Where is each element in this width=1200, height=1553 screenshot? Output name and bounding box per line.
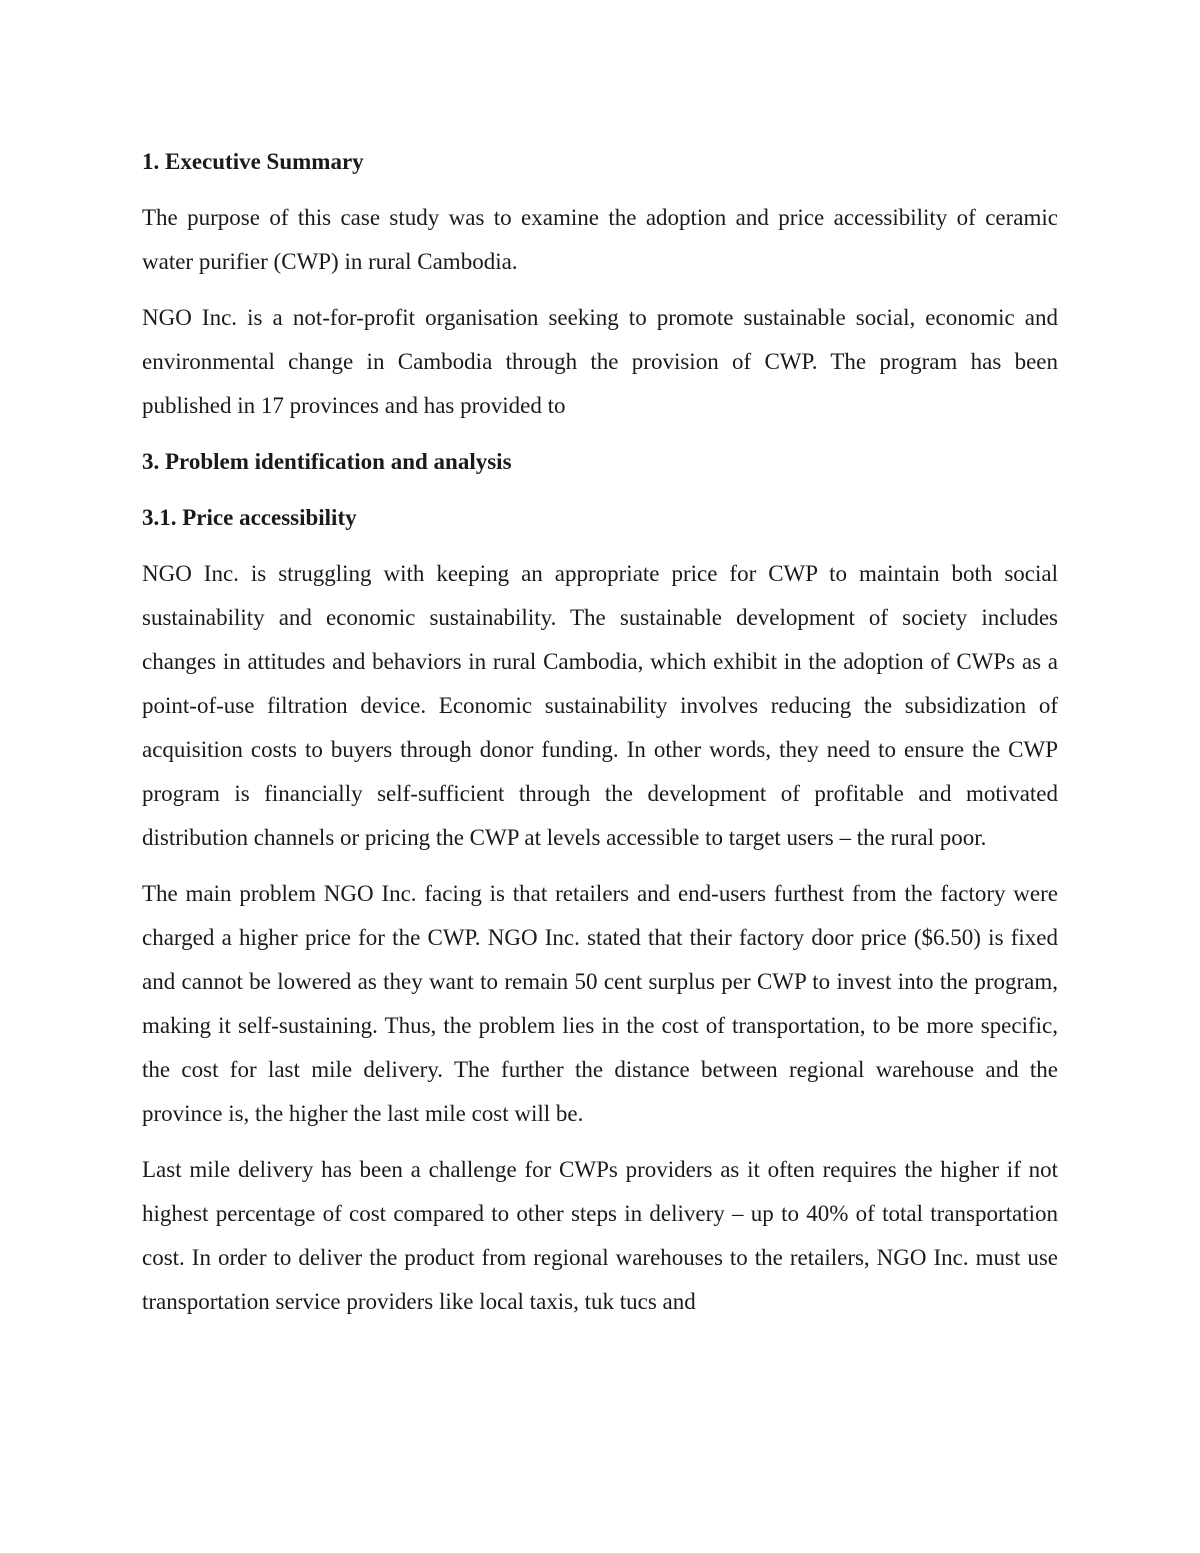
heading-problem-identification: 3. Problem identification and analysis bbox=[142, 449, 512, 474]
heading-executive-summary: 1. Executive Summary bbox=[142, 149, 364, 174]
paragraph-purpose: The purpose of this case study was to examine the adoption and price accessibility of ceramic water purifier (CWP) in rural Cambodia. bbox=[142, 205, 1058, 274]
paragraph-main-problem: The main problem NGO Inc. facing is that retailers and end-users furthest from the factory were charged a higher price for the CWP. NGO Inc. stated that their factory door price ($6.50) is fixed and cannot be lowered as they want to remain 50 cent surplus per CWP to invest into the program, making it self-sustaining. Thus, the problem lies in the cost of transportation, to be more specific, the cost for last mile delivery. The further the distance between regional warehouse and the province is, the higher the last mile cost will be. bbox=[142, 881, 1058, 1126]
paragraph-last-mile: Last mile delivery has been a challenge for CWPs providers as it often requires the higher if not highest percentage of cost compared to other steps in delivery – up to 40% of total transportation cost. In order to deliver the product from regional warehouses to the retailers, NGO Inc. must use transportation service providers like local taxis, tuk tucs and bbox=[142, 1157, 1058, 1314]
heading-price-accessibility: 3.1. Price accessibility bbox=[142, 505, 357, 530]
paragraph-struggling: NGO Inc. is struggling with keeping an appropriate price for CWP to maintain both social sustainability and economic sustainability. The sustainable development of society includes changes in attitudes and behaviors in rural Cambodia, which exhibit in the adoption of CWPs as a point-of-use filtration device. Economic sustainability involves reducing the subsidization of acquisition costs to buyers through donor funding. In other words, they need to ensure the CWP program is financially self-sufficient through the development of profitable and motivated distribution channels or pricing the CWP at levels accessible to target users – the rural poor. bbox=[142, 561, 1058, 850]
document-body bbox=[142, 140, 1058, 1336]
paragraph-ngo-intro: NGO Inc. is a not-for-profit organisation seeking to promote sustainable social, economic and environmental change in Cambodia through the provision of CWP. The program has been published in 17 provinces and has provided to bbox=[142, 305, 1058, 418]
